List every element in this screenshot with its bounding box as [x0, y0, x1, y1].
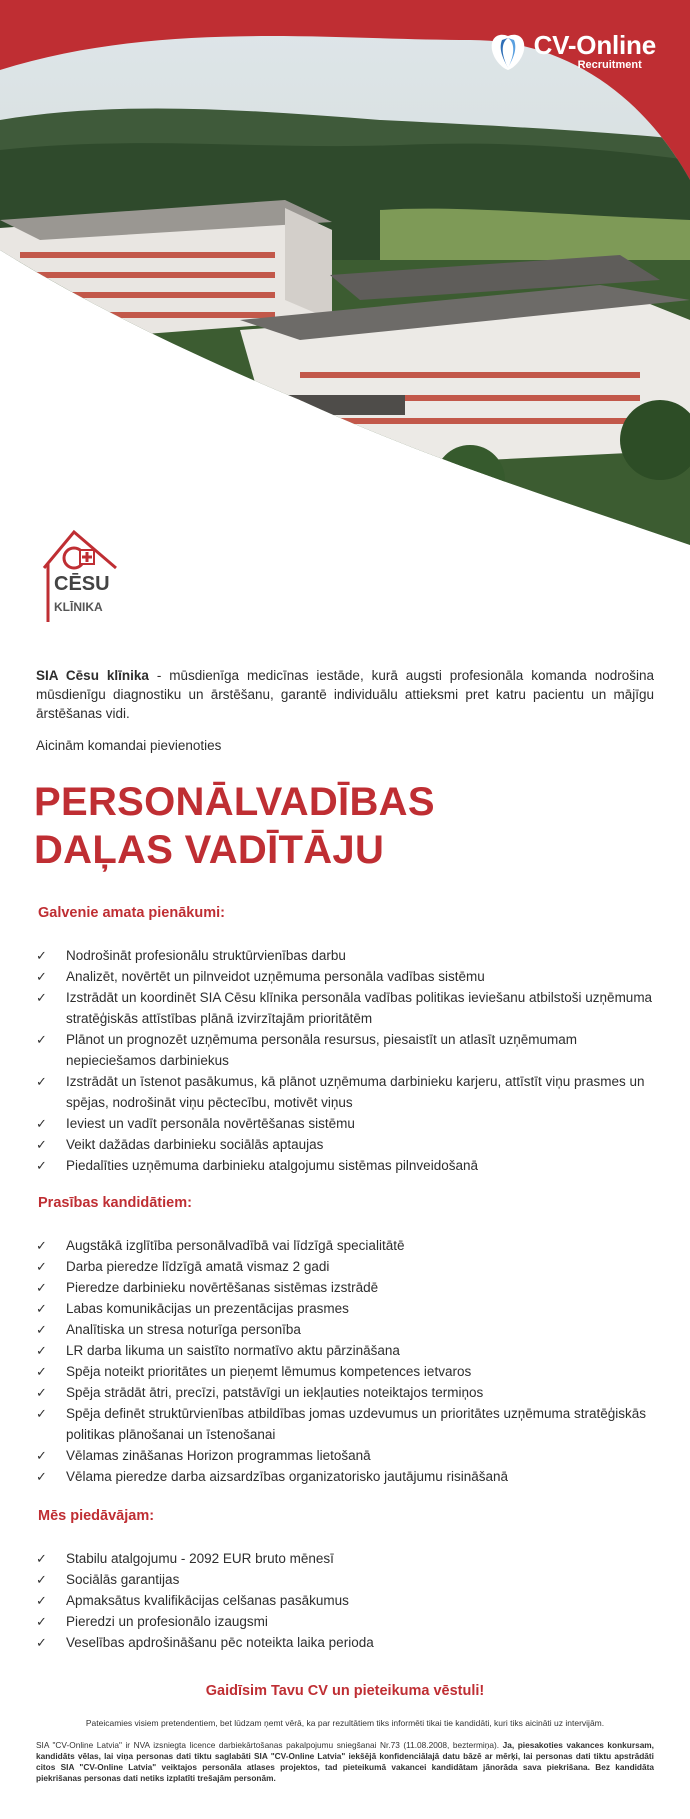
cv-online-mark-icon — [488, 30, 528, 72]
list-item-text: Izstrādāt un koordinēt SIA Cēsu klīnika personāla vadības politikas ieviešanu atbilstoši uzņēmuma stratēģiskās attīstības plānā izvirzītajām prioritātēm — [66, 990, 653, 1026]
list-item-text: Veikt dažādas darbinieku sociālās aptaujas — [66, 1137, 324, 1152]
list-item-text: Spēja definēt struktūrvienības atbildības jomas uzdevumus un prioritātes uzņēmuma stratēģiskās politikas plānošanai un īstenošanai — [66, 1406, 647, 1442]
check-icon: ✓ — [36, 1572, 47, 1587]
check-icon: ✓ — [36, 1280, 47, 1295]
brand-subtitle: Recruitment — [577, 58, 642, 71]
list-item — [36, 1632, 656, 1653]
company-name: SIA Cēsu klīnika — [36, 668, 149, 683]
list-item-text: Izstrādāt un īstenot pasākumus, kā plānot uzņēmuma darbinieku karjeru, attīstīt viņu prasmes un spējas, nodrošināt viņu pēctecību, motivēt viņus — [66, 1074, 645, 1110]
check-icon: ✓ — [36, 1032, 47, 1047]
check-icon: ✓ — [36, 1116, 47, 1131]
hero-photo — [0, 0, 690, 560]
list-item — [36, 1113, 656, 1134]
list-item — [36, 945, 656, 966]
list-item — [36, 1277, 656, 1298]
requirements-section — [36, 1195, 656, 1487]
list-item — [36, 1403, 656, 1445]
hero-banner — [0, 0, 690, 560]
check-icon: ✓ — [36, 1259, 47, 1274]
cv-online-logo — [488, 30, 656, 72]
list-item — [36, 966, 656, 987]
list-item-text: Vēlama pieredze darba aizsardzības organizatorisko jautājumu risināšanā — [66, 1469, 508, 1484]
duties-list — [36, 945, 656, 1176]
legal-part1: SIA "CV-Online Latvia" ir NVA izsniegta licence darbiekārtošanas pakalpojumu sniegšanai Nr.73 (11.08.2008, beztermiņa). — [36, 1740, 503, 1750]
check-icon: ✓ — [36, 1448, 47, 1463]
list-item-text: Sociālās garantijas — [66, 1572, 180, 1587]
closing-call-to-action: Gaidīsim Tavu CV un pieteikuma vēstuli! — [205, 1683, 485, 1699]
check-icon: ✓ — [36, 1158, 47, 1173]
offer-list — [36, 1548, 656, 1653]
list-item — [36, 1569, 656, 1590]
list-item-text: Stabilu atalgojumu - 2092 EUR bruto mēnesī — [66, 1551, 334, 1566]
check-icon: ✓ — [36, 1469, 47, 1484]
list-item-text: Piedalīties uzņēmuma darbinieku atalgojumu sistēmas pilnveidošanā — [66, 1158, 478, 1173]
duties-section — [36, 905, 656, 1176]
check-icon: ✓ — [36, 1593, 47, 1608]
list-item — [36, 1382, 656, 1403]
clinic-logo-line2: KLĪNIKA — [54, 600, 103, 614]
list-item — [36, 1071, 656, 1113]
check-icon: ✓ — [36, 1406, 47, 1421]
check-icon: ✓ — [36, 1074, 47, 1089]
legal-notice — [36, 1740, 654, 1784]
check-icon: ✓ — [36, 990, 47, 1005]
check-icon: ✓ — [36, 1385, 47, 1400]
list-item-text: Plānot un prognozēt uzņēmuma personāla resursus, piesaistīt un atlasīt uzņēmumam nepieciešamos darbiniekus — [66, 1032, 578, 1068]
list-item-text: Nodrošināt profesionālu struktūrvienības darbu — [66, 948, 346, 963]
list-item — [36, 1155, 656, 1176]
check-icon: ✓ — [36, 1343, 47, 1358]
list-item-text: LR darba likuma un saistīto normatīvo aktu pārzināšana — [66, 1343, 400, 1358]
requirements-list — [36, 1235, 656, 1487]
job-title-line2: DAĻAS VADĪTĀJU — [34, 828, 385, 872]
thanks-note: Pateicamies visiem pretendentiem, bet lūdzam ņemt vērā, ka par rezultātiem tiks informēti tikai tie kandidāti, kuri tiks aicināti uz intervijām. — [85, 1718, 605, 1728]
offer-heading: Mēs piedāvājam: — [38, 1508, 155, 1524]
list-item — [36, 1298, 656, 1319]
list-item-text: Ieviest un vadīt personāla novērtēšanas sistēmu — [66, 1116, 355, 1131]
list-item — [36, 1029, 656, 1071]
job-title — [34, 778, 664, 874]
check-icon: ✓ — [36, 969, 47, 984]
list-item — [36, 1361, 656, 1382]
list-item-text: Vēlamas zināšanas Horizon programmas lietošanā — [66, 1448, 371, 1463]
list-item — [36, 1611, 656, 1632]
check-icon: ✓ — [36, 1137, 47, 1152]
list-item — [36, 1256, 656, 1277]
list-item-text: Spēja strādāt ātri, precīzi, patstāvīgi un iekļauties noteiktajos termiņos — [66, 1385, 484, 1400]
list-item — [36, 1319, 656, 1340]
check-icon: ✓ — [36, 1301, 47, 1316]
list-item-text: Augstākā izglītība personālvadībā vai līdzīgā specialitātē — [66, 1238, 405, 1253]
check-icon: ✓ — [36, 1364, 47, 1379]
intro-paragraph — [36, 666, 654, 723]
job-title-line1: PERSONĀLVADĪBAS — [34, 780, 435, 824]
check-icon: ✓ — [36, 1635, 47, 1650]
invite-text: Aicinām komandai pievienoties — [36, 738, 222, 753]
list-item-text: Pieredze darbinieku novērtēšanas sistēmas izstrādē — [66, 1280, 379, 1295]
brand-name: CV-Online — [533, 29, 656, 60]
list-item-text: Apmaksātus kvalifikācijas celšanas pasākumus — [66, 1593, 349, 1608]
list-item-text: Analizēt, novērtēt un pilnveidot uzņēmuma personāla vadības sistēmu — [66, 969, 485, 984]
list-item — [36, 1134, 656, 1155]
list-item-text: Labas komunikācijas un prezentācijas prasmes — [66, 1301, 349, 1316]
list-item-text: Pieredzi un profesionālo izaugsmi — [66, 1614, 268, 1629]
list-item — [36, 1445, 656, 1466]
check-icon: ✓ — [36, 1322, 47, 1337]
check-icon: ✓ — [36, 948, 47, 963]
clinic-logo-line1: CĒSU — [54, 573, 110, 595]
list-item — [36, 1340, 656, 1361]
requirements-heading: Prasības kandidātiem: — [38, 1195, 192, 1211]
list-item — [36, 1235, 656, 1256]
list-item-text: Veselības apdrošināšanu pēc noteikta laika perioda — [66, 1635, 374, 1650]
list-item-text: Spēja noteikt prioritātes un pieņemt lēmumus kompetences ietvaros — [66, 1364, 472, 1379]
check-icon: ✓ — [36, 1614, 47, 1629]
check-icon: ✓ — [36, 1551, 47, 1566]
legal-part2: Ja, piesakoties vakances konkursam, kandidāts vēlas, lai viņa personas dati tiktu saglabāti SIA "CV-Online Latvia" iekšējā konfidenciālajā datu bāzē ar mērķi, lai personas dati tiktu apstrādāti citos SIA "CV-Online Latvia" veiktajos personāla atlases projektos, tad pieteikumā vakancei kandidātam jānorāda sava piekrišana. Bez kandidāta piekrišanas personas dati netiks izplatīti trešajām personām. — [36, 1740, 654, 1783]
list-item-text: Darba pieredze līdzīgā amatā vismaz 2 gadi — [66, 1259, 330, 1274]
cesu-klinika-logo — [36, 528, 122, 624]
duties-heading: Galvenie amata pienākumi: — [38, 905, 225, 921]
list-item — [36, 1548, 656, 1569]
list-item — [36, 1466, 656, 1487]
list-item-text: Analītiska un stresa noturīga personība — [66, 1322, 301, 1337]
check-icon: ✓ — [36, 1238, 47, 1253]
intro-text: - mūsdienīga medicīnas iestāde, kurā augsti profesionāla komanda nodrošina mūsdienīgu diagnostiku un ārstēšanu, garantē individuālu attieksmi pret katru pacientu un mājīgu ārstēšanas vidi. — [36, 668, 654, 721]
offer-section — [36, 1508, 656, 1653]
list-item — [36, 987, 656, 1029]
list-item — [36, 1590, 656, 1611]
